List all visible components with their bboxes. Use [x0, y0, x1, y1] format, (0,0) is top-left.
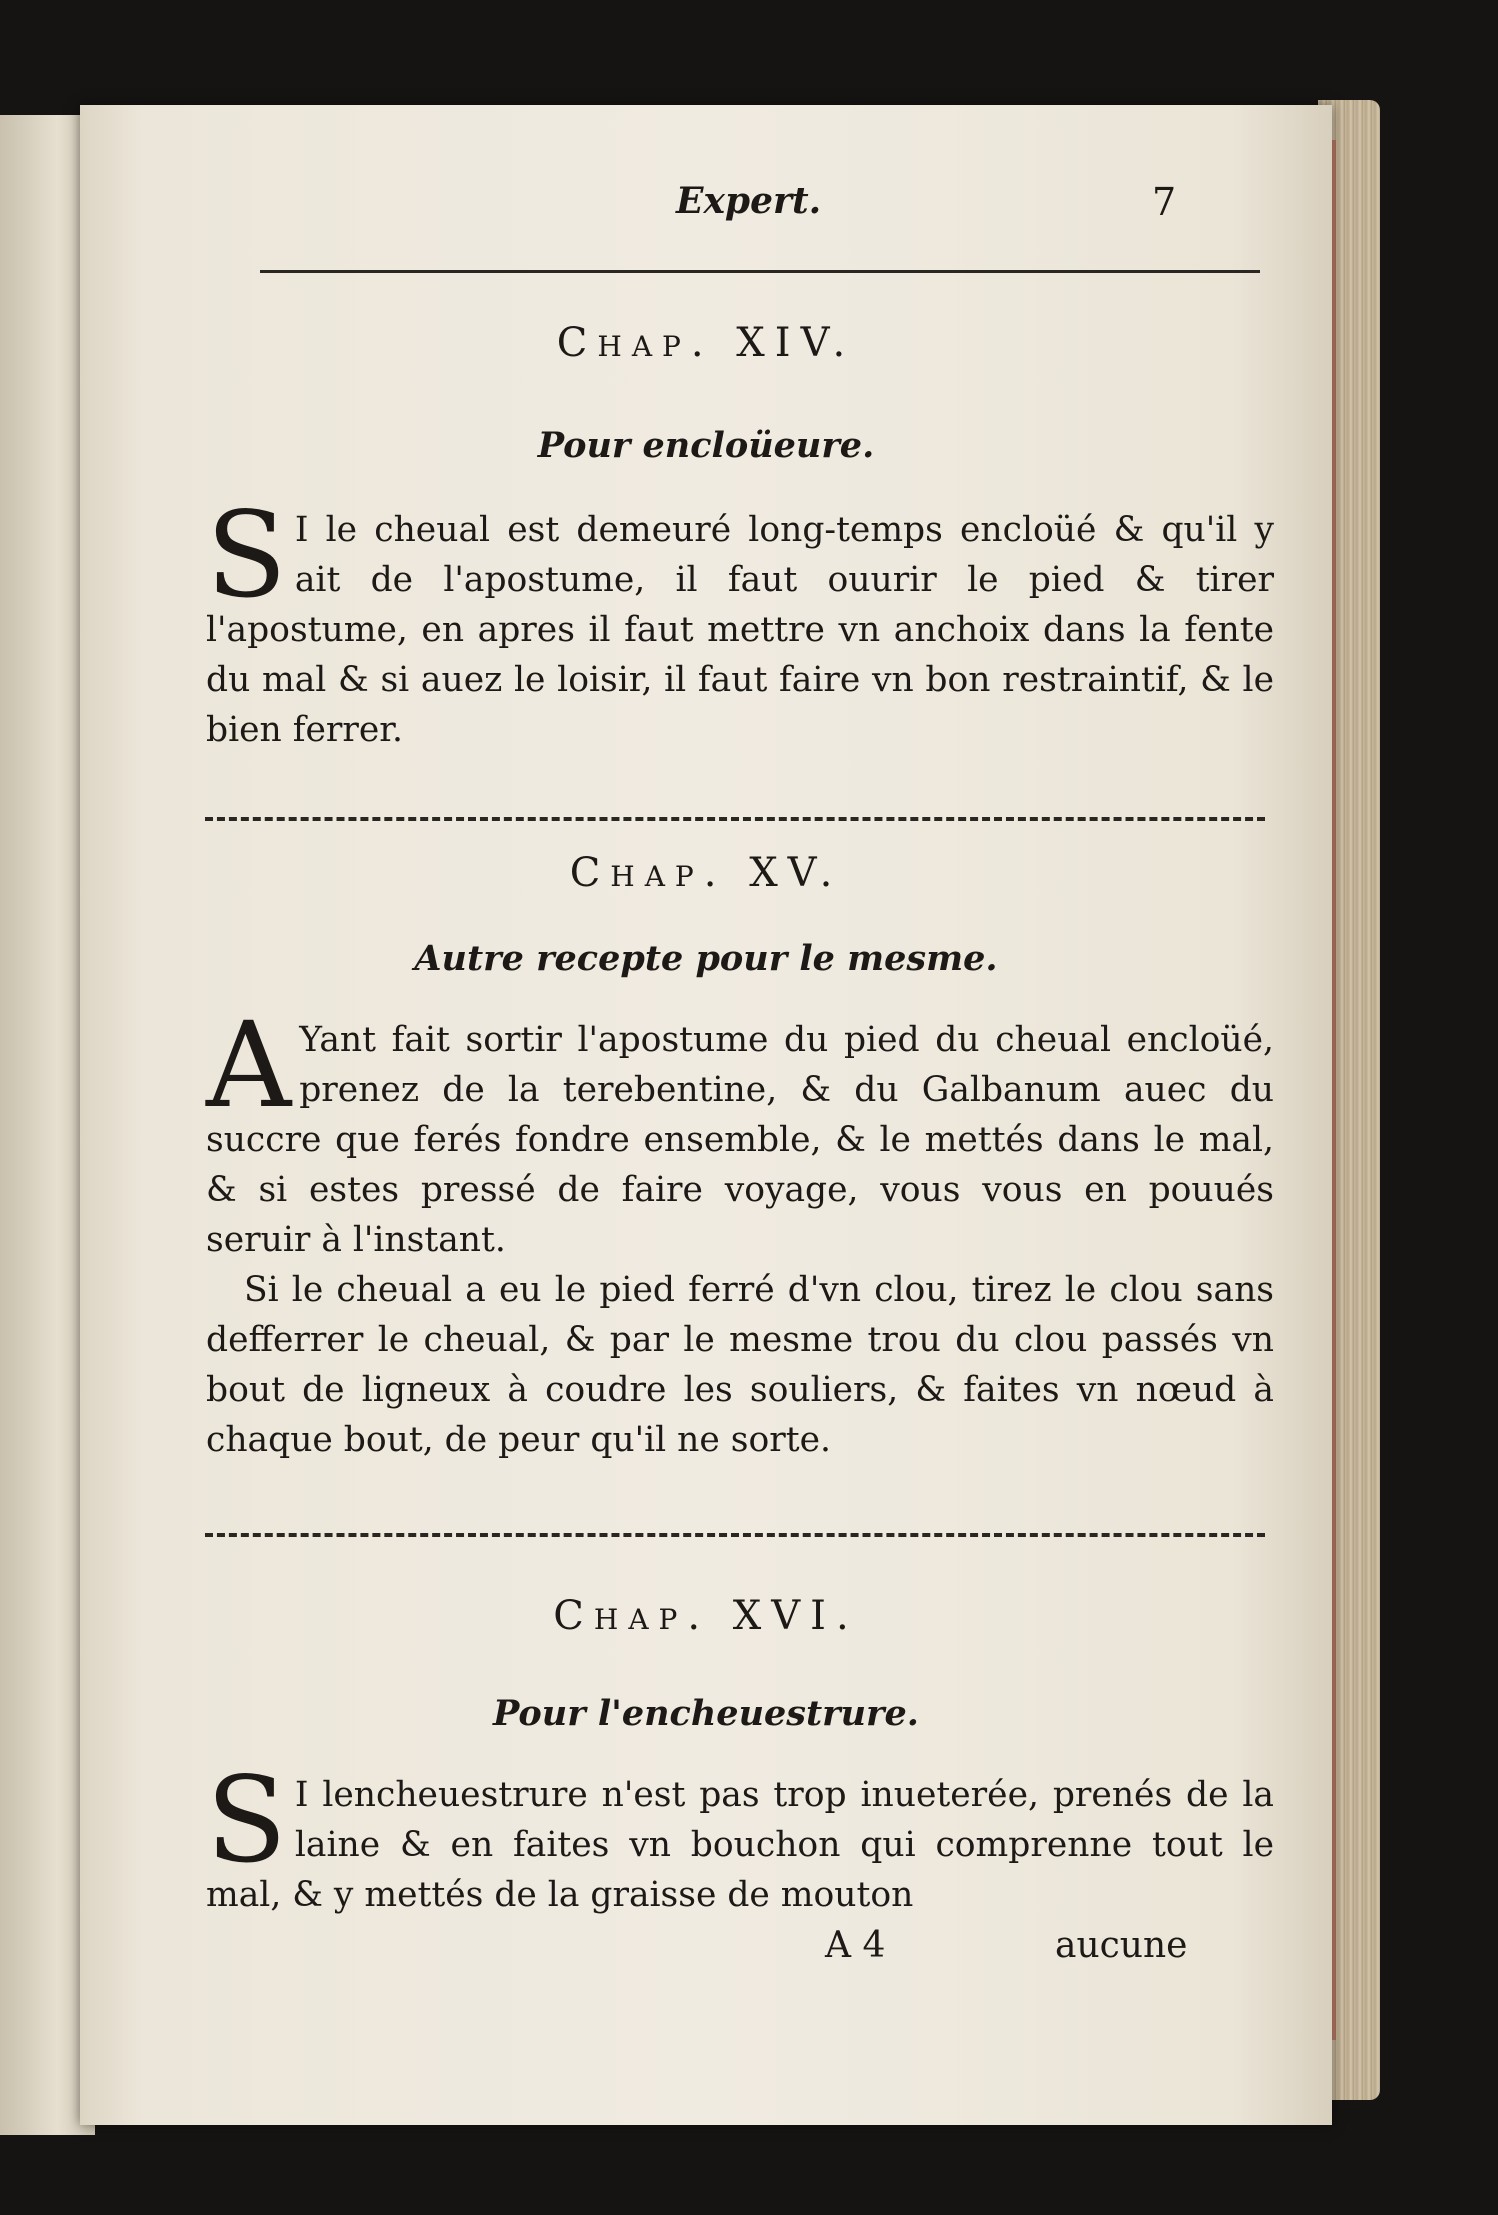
section-divider [205, 817, 1265, 821]
page-number: 7 [1152, 180, 1177, 224]
chapter-subtitle: Pour l'encheuestrure. [493, 1693, 919, 1734]
drop-cap: S [206, 1751, 287, 1889]
chapter-text [206, 1751, 1274, 1920]
chapter-subtitle: Pour encloüeure. [537, 425, 875, 466]
paragraph: Si le cheual a eu le pied ferré d'vn clou, tirez le clou sans defferrer le cheual, & par le mesme trou du clou passés vn bout de ligneux à coudre les souliers, & faites vn nœud à chaque bout, de peur qu'il ne sorte. [206, 1270, 1274, 1460]
catchword: aucune [1055, 1925, 1188, 1966]
chapter-heading: Chap. XVI. [553, 1593, 859, 1639]
section-divider [205, 1533, 1265, 1537]
running-title: Expert. [676, 180, 822, 222]
drop-cap: A [206, 996, 292, 1134]
book-page [80, 105, 1332, 2125]
chapter-text [206, 486, 1274, 755]
paragraph: I lencheuestrure n'est pas trop inueterée, prenés de la laine & en faites vn bouchon qui comprenne tout le mal, & y mettés de la graisse de mouton [206, 1775, 1274, 1915]
paragraph: I le cheual est demeuré long-temps encloüé & qu'il y ait de l'apostume, il faut ouurir le pied & tirer l'apostume, en apres il faut mettre vn anchoix dans la fente du mal & si auez le loisir, il faut faire vn bon restraintif, & le bien ferrer. [206, 510, 1274, 750]
chapter-text [206, 996, 1274, 1265]
drop-cap: S [206, 486, 287, 624]
paragraph: Yant fait sortir l'apostume du pied du cheual encloüé, prenez de la terebentine, & du Galbanum auec du succre que ferés fondre ensemble, & le mettés dans le mal, & si estes pressé de faire voyage, vous vous en pouués seruir à l'instant. [206, 1020, 1274, 1260]
chapter-subtitle: Autre recepte pour le mesme. [414, 938, 998, 979]
chapter-heading: Chap. XV. [569, 850, 843, 896]
chapter-heading: Chap. XIV. [556, 320, 856, 366]
signature-mark: A 4 [825, 1925, 886, 1966]
header-rule [260, 270, 1260, 273]
